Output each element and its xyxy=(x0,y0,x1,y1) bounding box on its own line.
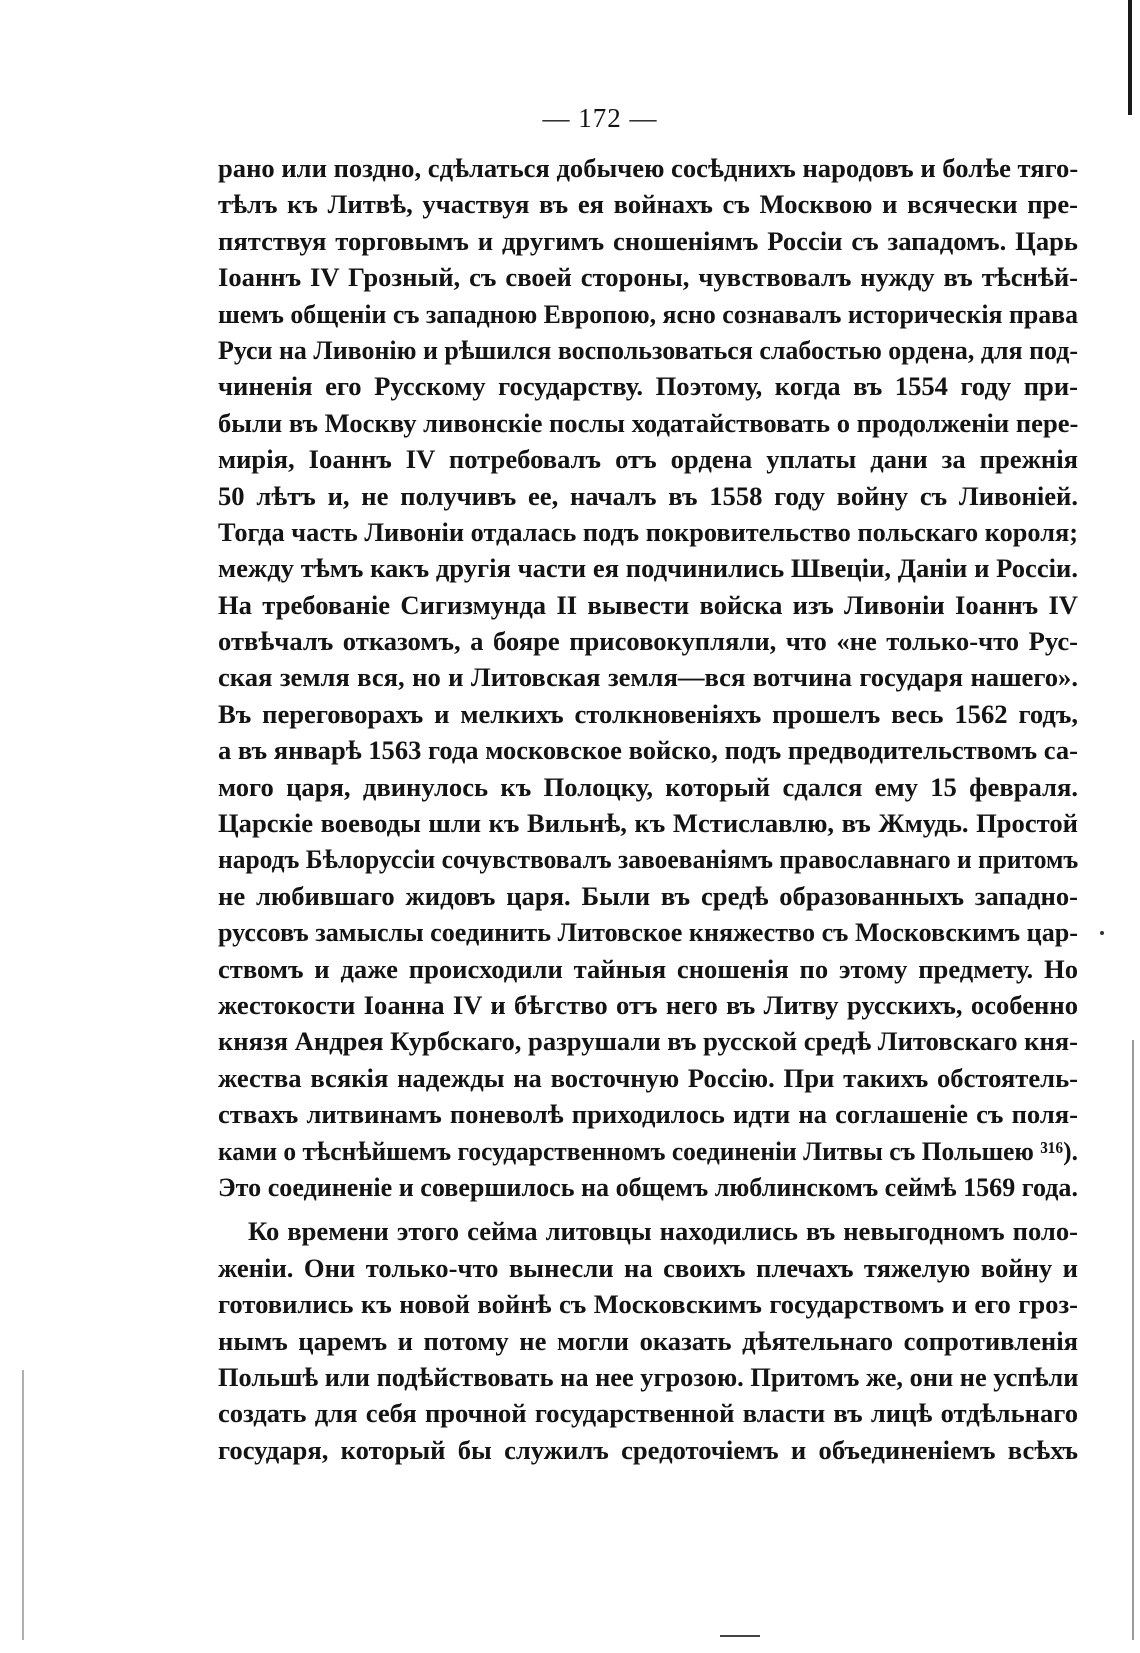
text-line: между тѣмъ какъ другія части ея подчинились Швеціи, Даніи и Россіи. xyxy=(218,553,1078,584)
text-line: отвѣчалъ отказомъ, а бояре присовокупляли, что «не только-что Рус- xyxy=(218,626,1078,657)
text-line: государя, который бы служилъ средоточіемъ и объединеніемъ всѣхъ xyxy=(218,1434,1078,1465)
text-line: рано или поздно, сдѣлаться добычею сосѣднихъ народовъ и болѣе тяго- xyxy=(218,153,1078,183)
text-line: Руси на Ливонію и рѣшился воспользоваться слабостью ордена, для под- xyxy=(218,334,1078,365)
text-line: ками о тѣснѣйшемъ государственномъ соединеніи Литвы съ Польшею ³¹⁶). xyxy=(218,1135,1078,1166)
page-edge-line xyxy=(1132,1040,1134,1640)
text-line: ская земля вся, но и Литовская земля—вся вотчина государя нашего». xyxy=(218,662,1078,693)
paragraph-gap xyxy=(218,1205,1078,1213)
text-line: жества всякія надежды на восточную Россію. При такихъ обстоятель- xyxy=(218,1062,1078,1093)
text-line: 50 лѣтъ и, не получивъ ее, началъ въ 1558 году войну съ Ливоніей. xyxy=(218,480,1078,511)
text-line: шемъ общеніи съ западною Европою, ясно сознавалъ историческія права xyxy=(218,298,1078,329)
body-text xyxy=(218,150,1078,1468)
text-line: нымъ царемъ и потому не могли оказать дѣятельнаго сопротивленія xyxy=(218,1325,1078,1356)
text-line: князя Андрея Курбскаго, разрушали въ русской средѣ Литовскаго кня- xyxy=(218,1026,1078,1057)
text-line: Польшѣ или подѣйствовать на нее угрозою. Притомъ же, они не успѣли xyxy=(218,1361,1078,1392)
text-line: тѣлъ къ Литвѣ, участвуя въ ея войнахъ съ Москвою и всячески пре- xyxy=(218,189,1078,220)
page-number: — 172 — xyxy=(542,103,658,133)
text-line: не любившаго жидовъ царя. Были въ средѣ образованныхъ западно- xyxy=(218,880,1078,911)
text-line: чиненія его Русскому государству. Поэтому, когда въ 1554 году при- xyxy=(218,371,1078,402)
text-line: На требованіе Сигизмунда II вывести войска изъ Ливоніи Іоаннъ IV xyxy=(218,589,1078,620)
text-line: Это соединеніе и совершилось на общемъ люблинскомъ сеймѣ 1569 года. xyxy=(218,1171,1078,1202)
bottom-rule xyxy=(720,1635,760,1637)
text-line: народъ Бѣлоруссіи сочувствовалъ завоеваніямъ православнаго и притомъ xyxy=(218,844,1078,875)
text-line: мого царя, двинулось къ Полоцку, который сдался ему 15 февраля. xyxy=(218,771,1078,802)
text-line: жестокости Іоанна IV и бѣгство отъ него въ Литву русскихъ, особенно xyxy=(218,989,1078,1020)
print-speck xyxy=(1100,931,1104,935)
text-line: а въ январѣ 1563 года московское войско, подъ предводительствомъ са- xyxy=(218,735,1078,766)
text-line: готовились къ новой войнѣ съ Московскимъ государствомъ и его гроз- xyxy=(218,1289,1078,1320)
text-line: Тогда часть Ливоніи отдалась подъ покровительство польскаго короля; xyxy=(218,516,1078,547)
text-line: пятствуя торговымъ и другимъ сношеніямъ Россіи съ западомъ. Царь xyxy=(218,225,1078,256)
text-line: ствахъ литвинамъ поневолѣ приходилось идти на соглашеніе съ поля- xyxy=(218,1099,1078,1130)
text-line: мирія, Іоаннъ IV потребовалъ отъ ордена уплаты дани за прежнія xyxy=(218,444,1078,475)
page-edge-line-left xyxy=(22,1370,24,1640)
text-line: женіи. Они только-что вынесли на своихъ плечахъ тяжелую войну и xyxy=(218,1252,1078,1283)
text-line: Царскіе воеводы шли къ Вильнѣ, къ Мстиславлю, въ Жмудь. Простой xyxy=(218,808,1078,839)
text-line: Ко времени этого сейма литовцы находились въ невыгодномъ поло- xyxy=(248,1216,1078,1247)
text-line: Іоаннъ IV Грозный, съ своей стороны, чувствовалъ нужду въ тѣснѣй- xyxy=(218,262,1078,293)
text-line: руссовъ замыслы соединить Литовское княжество съ Московскимъ цар- xyxy=(218,917,1078,948)
text-line: создать для себя прочной государственной власти въ лицѣ отдѣльнаго xyxy=(218,1398,1078,1429)
text-line: Въ переговорахъ и мелкихъ столкновеніяхъ прошелъ весь 1562 годъ, xyxy=(218,698,1078,729)
paragraph xyxy=(218,1213,1078,1468)
page-edge-shadow xyxy=(1128,0,1132,115)
text-line: были въ Москву ливонскіе послы ходатайствовать о продолженіи пере- xyxy=(218,407,1078,438)
paragraph xyxy=(218,150,1078,1205)
text-line: ствомъ и даже происходили тайныя сношенія по этому предмету. Но xyxy=(218,953,1078,984)
